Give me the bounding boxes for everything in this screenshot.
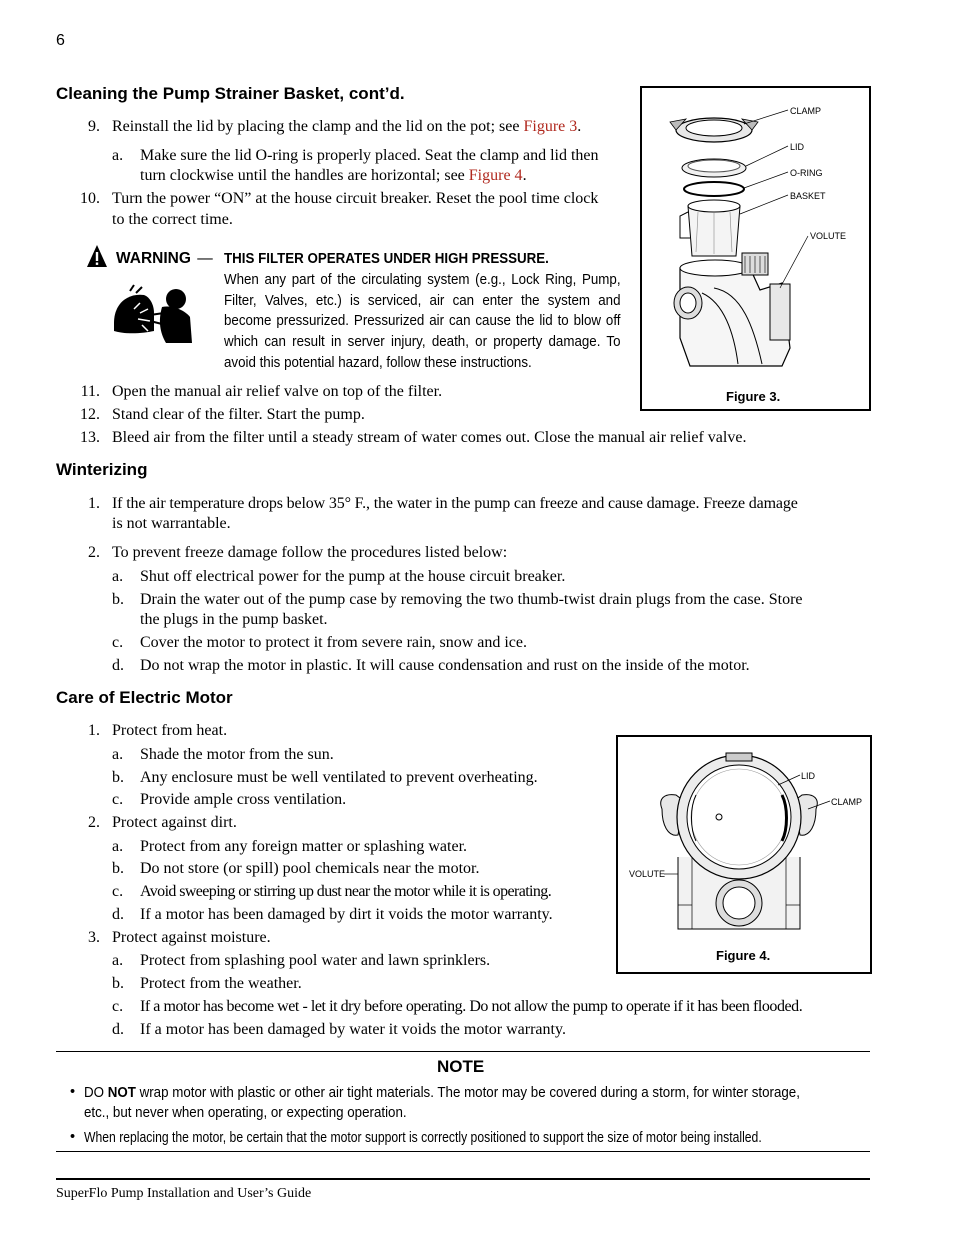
care-2b-text: Do not store (or spill) pool chemicals near the motor.	[140, 860, 480, 877]
care-item-3-number: 3.	[88, 929, 100, 946]
winter-sub-a-text: Shut off electrical power for the pump at the house circuit breaker.	[140, 568, 566, 585]
warning-headline: THIS FILTER OPERATES UNDER HIGH PRESSURE.	[224, 251, 549, 267]
item-9a-letter: a.	[112, 147, 124, 164]
winter-item-1-number: 1.	[88, 495, 100, 512]
care-1a-text: Shade the motor from the sun.	[140, 746, 334, 763]
care-1c-text: Provide ample cross ventilation.	[140, 791, 347, 808]
warning-body: When any part of the circulating system (e.g., Lock Ring, Pump, Filter, Valves, etc.) is serviced, air can enter the system and become pressurized. Pressurized air can cause the lid to blow off which can result in server injury, death, or property damage. To avoid this potential hazard, follow these instructions.	[224, 272, 621, 371]
care-3d-text: If a motor has been damaged by water it voids the motor warranty.	[140, 1021, 566, 1038]
note-bullet-1-line2: etc., but never when operating, or expecting operation.	[84, 1105, 407, 1121]
care-1b-text: Any enclosure must be well ventilated to prevent overheating.	[140, 769, 538, 786]
note-bullet-2-text: When replacing the motor, be certain that the motor support is correctly positioned to support the size of motor being installed.	[84, 1130, 762, 1146]
item-13-text: Bleed air from the filter until a steady stream of water comes out. Close the manual air relief valve.	[112, 429, 747, 446]
pressure-blast-icon	[110, 283, 196, 345]
item-9-number: 9.	[88, 118, 100, 135]
fig3-label-volute: VOLUTE	[810, 231, 847, 241]
note-top-rule	[56, 1051, 870, 1052]
note-bullet-2-dot: •	[70, 1129, 76, 1145]
care-1c-letter: c.	[112, 791, 124, 808]
care-2c-text: Avoid sweeping or stirring up dust near the motor while it is operating.	[140, 883, 552, 900]
note-bullet-1-line1: DO NOT wrap motor with plastic or other air tight materials. The motor may be covered during a storm, for winter storage,	[84, 1085, 800, 1101]
winter-sub-c-text: Cover the motor to protect it from severe rain, snow and ice.	[140, 634, 527, 651]
warning-label: WARNING —	[116, 250, 213, 267]
item-10-line2: to the correct time.	[112, 211, 233, 228]
fig3-label-oring: O-RING	[790, 168, 823, 178]
item-9a-line2: turn clockwise until the handles are horizontal; see Figure 4.	[140, 167, 527, 184]
fig3-label-clamp: CLAMP	[790, 106, 822, 116]
care-item-1-text: Protect from heat.	[112, 722, 228, 739]
care-2d-text: If a motor has been damaged by dirt it voids the motor warranty.	[140, 906, 553, 923]
winter-sub-c-letter: c.	[112, 634, 124, 651]
item-11-text: Open the manual air relief valve on top of the filter.	[112, 383, 443, 400]
pump-top-view-diagram	[618, 737, 870, 972]
care-3a-text: Protect from splashing pool water and lawn sprinklers.	[140, 952, 491, 969]
care-2a-text: Protect from any foreign matter or splashing water.	[140, 838, 468, 855]
item-11-number: 11.	[80, 383, 100, 400]
item-12-number: 12.	[80, 406, 100, 423]
winter-sub-b-line2: the plugs in the pump basket.	[140, 611, 328, 628]
figure-4-box	[616, 735, 872, 974]
winter-sub-b-line1: Drain the water out of the pump case by removing the two thumb-twist drain plugs from the case. Store	[140, 591, 803, 608]
item-9-text: Reinstall the lid by placing the clamp and the lid on the pot; see Figure 3.	[112, 118, 582, 135]
winter-item-2-number: 2.	[88, 544, 100, 561]
winter-sub-d-letter: d.	[112, 657, 124, 674]
fig4-label-lid: LID	[801, 771, 816, 781]
item-9a-line1: Make sure the lid O-ring is properly placed. Seat the clamp and lid then	[140, 147, 599, 164]
page-number: 6	[56, 32, 65, 49]
note-bottom-rule	[56, 1151, 870, 1152]
care-1b-letter: b.	[112, 769, 124, 786]
winter-item-1-line1: If the air temperature drops below 35° F., the water in the pump can freeze and cause damage. Freeze damage	[112, 495, 798, 512]
care-3a-letter: a.	[112, 952, 124, 969]
item-13-number: 13.	[80, 429, 100, 446]
care-2a-letter: a.	[112, 838, 124, 855]
section-heading-winterizing: Winterizing	[56, 460, 148, 479]
care-item-1-number: 1.	[88, 722, 100, 739]
item-12-text: Stand clear of the filter. Start the pump.	[112, 406, 365, 423]
fig4-label-volute: VOLUTE	[629, 869, 666, 879]
footer-rule	[56, 1178, 870, 1180]
winter-sub-d-text: Do not wrap the motor in plastic. It will cause condensation and rust on the inside of the motor.	[140, 657, 750, 674]
care-1a-letter: a.	[112, 746, 124, 763]
figure-4-caption: Figure 4.	[716, 948, 771, 963]
footer-guide-title: SuperFlo Pump Installation and User’s Guide	[56, 1186, 312, 1201]
care-3b-letter: b.	[112, 975, 124, 992]
figure-3-box	[640, 86, 871, 411]
note-heading: NOTE	[437, 1057, 485, 1076]
pump-exploded-diagram	[642, 88, 869, 409]
fig3-label-lid: LID	[790, 142, 805, 152]
winter-sub-a-letter: a.	[112, 568, 124, 585]
note-bullet-1-dot: •	[70, 1084, 76, 1100]
fig4-label-clamp: CLAMP	[831, 797, 863, 807]
care-3d-letter: d.	[112, 1021, 124, 1038]
winter-sub-b-letter: b.	[112, 591, 124, 608]
figure-3-caption: Figure 3.	[726, 389, 781, 404]
section-heading-cleaning: Cleaning the Pump Strainer Basket, cont’d.	[56, 84, 405, 103]
figure-3-link[interactable]: Figure 3	[523, 118, 578, 135]
item-10-number: 10.	[80, 190, 100, 207]
care-3c-letter: c.	[112, 998, 124, 1015]
care-2c-letter: c.	[112, 883, 124, 900]
fig3-label-basket: BASKET	[790, 191, 826, 201]
care-item-2-text: Protect against dirt.	[112, 814, 237, 831]
winter-item-2-text: To prevent freeze damage follow the procedures listed below:	[112, 544, 508, 561]
care-2d-letter: d.	[112, 906, 124, 923]
warning-triangle-icon	[86, 244, 108, 268]
winter-item-1-line2: is not warrantable.	[112, 515, 231, 532]
figure-4-link[interactable]: Figure 4	[468, 167, 523, 184]
care-3c-text: If a motor has become wet - let it dry before operating. Do not allow the pump to operate if it has been flooded.	[140, 998, 803, 1015]
care-item-2-number: 2.	[88, 814, 100, 831]
care-2b-letter: b.	[112, 860, 124, 877]
care-3b-text: Protect from the weather.	[140, 975, 302, 992]
item-10-line1: Turn the power “ON” at the house circuit breaker. Reset the pool time clock	[112, 190, 599, 207]
care-item-3-text: Protect against moisture.	[112, 929, 271, 946]
section-heading-care: Care of Electric Motor	[56, 688, 233, 707]
